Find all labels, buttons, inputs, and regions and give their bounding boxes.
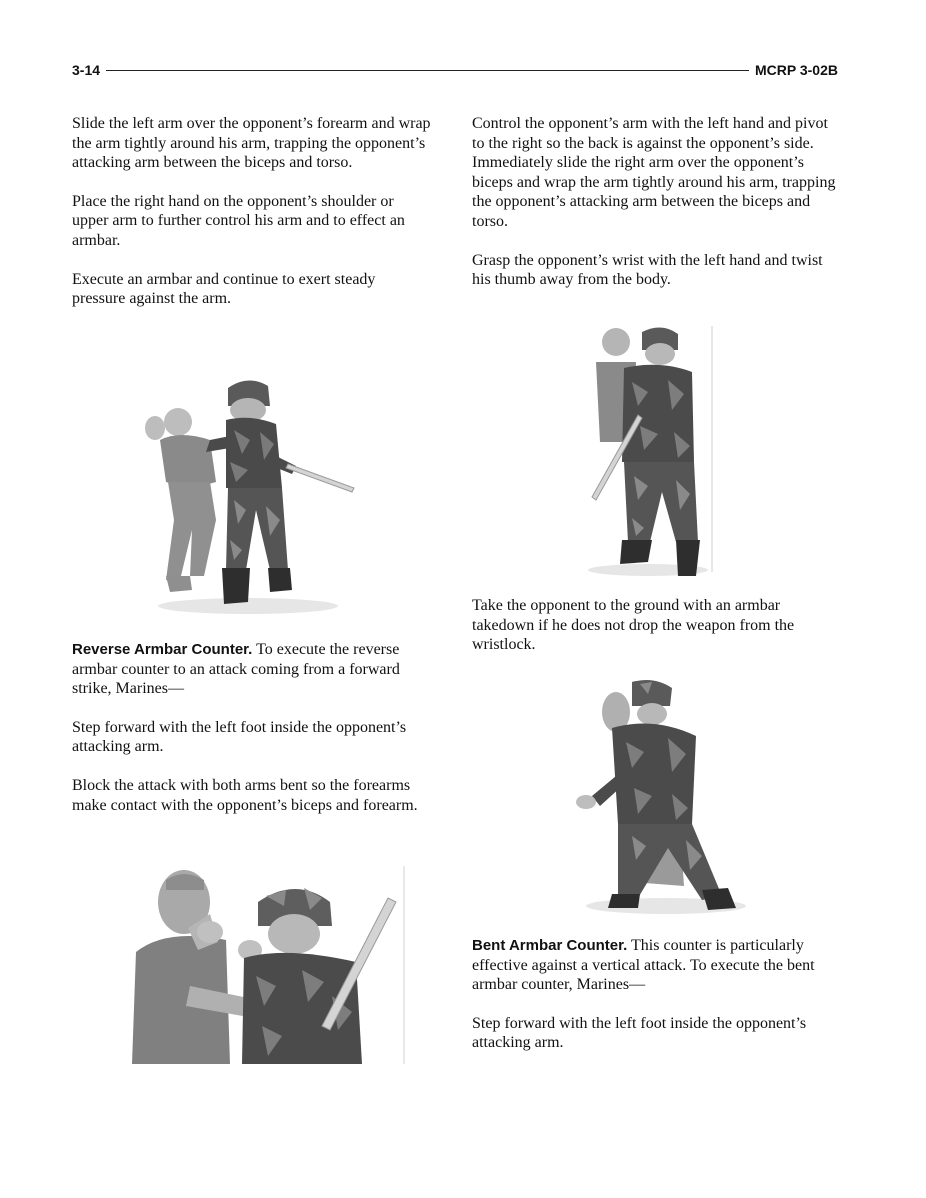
paragraph-grasp-wrist: Grasp the opponent’s wrist with the left hand and twist his thumb away from the body. <box>472 251 823 289</box>
photo-armbar-takedown <box>572 676 752 916</box>
paragraph-take-to-ground: Take the opponent to the ground with an armbar takedown if he does not drop the weapon from the wristlock. <box>472 597 795 654</box>
paragraph-execute-armbar: Execute an armbar and continue to exert steady pressure against the arm. <box>72 270 376 308</box>
running-header <box>72 58 838 82</box>
photo-block-attack <box>126 866 408 1064</box>
paragraph-bent-armbar <box>472 936 836 995</box>
paragraph-reverse-armbar <box>72 640 432 699</box>
paragraph-step-forward-left-2: Step forward with the left foot inside the opponent’s attacking arm. <box>472 1014 807 1052</box>
right-column-middle <box>472 596 836 655</box>
photo-armbar <box>130 370 360 616</box>
left-column-top <box>72 114 432 309</box>
document-id: MCRP 3-02B <box>749 62 838 78</box>
header-rule <box>72 70 838 71</box>
photo-wristlock <box>582 322 718 578</box>
paragraph-block-attack: Block the attack with both arms bent so the forearms make contact with the opponent’s biceps and forearm. <box>72 776 418 814</box>
right-column-bottom <box>472 936 836 1053</box>
paragraph-step-forward-left: Step forward with the left foot inside the opponent’s attacking arm. <box>72 718 407 756</box>
right-column-top <box>472 114 836 290</box>
bent-armbar-heading: Bent Armbar Counter. <box>472 937 628 954</box>
paragraph-slide-left-arm: Slide the left arm over the opponent’s forearm and wrap the arm tightly around his arm, trapping the opponent’s attacking arm between the biceps and torso. <box>72 115 431 172</box>
left-column-bottom <box>72 640 432 815</box>
reverse-armbar-heading: Reverse Armbar Counter. <box>72 641 253 658</box>
paragraph-place-right-hand: Place the right hand on the opponent’s shoulder or upper arm to further control his arm and to effect an armbar. <box>72 192 405 249</box>
paragraph-control-arm-pivot: Control the opponent’s arm with the left hand and pivot to the right so the back is against the opponent’s side. Immediately slide the right arm over the opponent’s biceps and wrap the arm tightly around his arm, trapping the opponent’s attacking arm between the biceps and torso. <box>472 115 836 230</box>
bent-armbar-intro: This counter is particularly effective against a vertical attack. To execute the bent armbar counter, Marines— <box>472 937 815 994</box>
page-number: 3-14 <box>72 62 106 78</box>
reverse-armbar-intro: To execute the reverse armbar counter to an attack coming from a forward strike, Marines— <box>72 641 400 698</box>
